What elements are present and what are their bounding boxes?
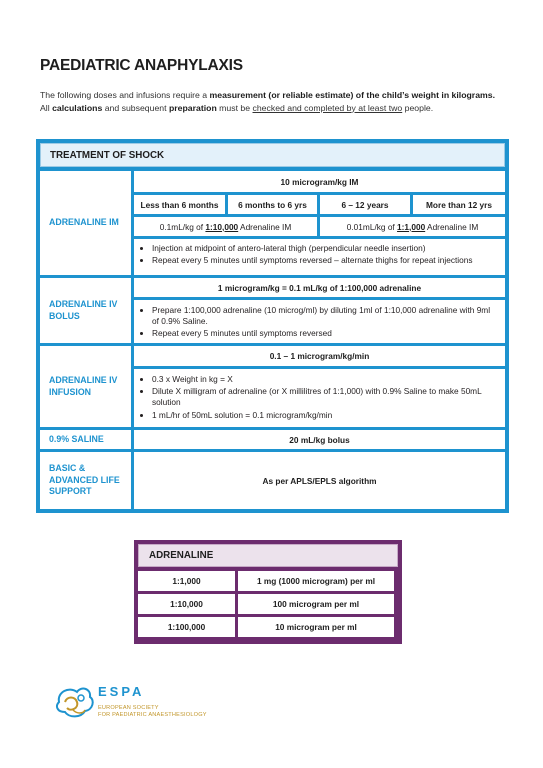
list-item: • Injection at midpoint of antero-lateral thigh (perpendicular needle insertion) <box>152 243 497 254</box>
logo-subtitle: EUROPEAN SOCIETY FOR PAEDIATRIC ANAESTHESIOLOGY <box>98 705 207 718</box>
table-row-ratio: 1:100,000 <box>138 617 235 637</box>
adrenaline-iv-infusion-label: ADRENALINE IV INFUSION <box>40 346 131 427</box>
adrenaline-im-label: ADRENALINE IM <box>40 171 131 275</box>
table-row-conc: 1 mg (1000 microgram) per ml <box>238 571 394 591</box>
life-support-value: As per APLS/EPLS algorithm <box>134 452 505 509</box>
intro-text: The following doses and infusions require a measurement (or reliable estimate) of the child’s weight in kilograms. All calculations and subsequent preparation must be checked and completed by at least two people. <box>40 90 495 113</box>
page-title: PAEDIATRIC ANAPHYLAXIS <box>40 57 243 74</box>
im-notes <box>134 239 505 275</box>
table-row-ratio: 1:10,000 <box>138 594 235 614</box>
logo-name: ESPA <box>98 684 145 699</box>
adrenaline-concentration-box <box>134 540 402 644</box>
list-item: • Repeat every 5 minutes until symptoms reversed – alternate thighs for repeat injections <box>152 255 497 266</box>
adrenaline-im-dose: 10 microgram/kg IM <box>134 171 505 192</box>
im-dose-young: 0.1mL/kg of 1:10,000 Adrenaline IM <box>134 217 317 236</box>
saline-value: 20 mL/kg bolus <box>134 430 505 449</box>
age-header-lt6m: Less than 6 months <box>134 195 225 214</box>
treatment-of-shock-box <box>36 139 509 513</box>
life-support-label: BASIC & ADVANCED LIFE SUPPORT <box>40 452 131 509</box>
table-row-ratio: 1:1,000 <box>138 571 235 591</box>
age-header-gt12y: More than 12 yrs <box>413 195 505 214</box>
iv-infusion-dose: 0.1 – 1 microgram/kg/min <box>134 346 505 366</box>
adrenaline-iv-bolus-label: ADRENALINE IV BOLUS <box>40 278 131 343</box>
age-header-6m-6y: 6 months to 6 yrs <box>228 195 317 214</box>
im-dose-older: 0.01mL/kg of 1:1,000 Adrenaline IM <box>320 217 505 236</box>
shock-header: TREATMENT OF SHOCK <box>40 143 505 167</box>
list-item: • 1 mL/hr of 50mL solution = 0.1 microgram/kg/min <box>152 410 497 421</box>
table-row-conc: 100 microgram per ml <box>238 594 394 614</box>
iv-bolus-dose: 1 microgram/kg = 0.1 mL/kg of 1:100,000 adrenaline <box>134 278 505 297</box>
list-item: • Dilute X milligram of adrenaline (or X millilitres of 1:1,000) with 0.9% Saline to make 50mL solution <box>152 386 497 408</box>
iv-bolus-notes <box>134 300 505 343</box>
list-item: • Prepare 1:100,000 adrenaline (10 microg/ml) by diluting 1ml of 1:10,000 adrenaline with 9ml of 0.9% Saline. <box>152 305 497 327</box>
adrenaline-header: ADRENALINE <box>138 544 398 567</box>
list-item: • Repeat every 5 minutes until symptoms reversed <box>152 328 497 339</box>
iv-infusion-notes <box>134 369 505 427</box>
saline-label: 0.9% SALINE <box>40 430 131 449</box>
table-row-conc: 10 microgram per ml <box>238 617 394 637</box>
age-header-6-12y: 6 – 12 years <box>320 195 410 214</box>
list-item: • 0.3 x Weight in kg = X <box>152 374 497 385</box>
